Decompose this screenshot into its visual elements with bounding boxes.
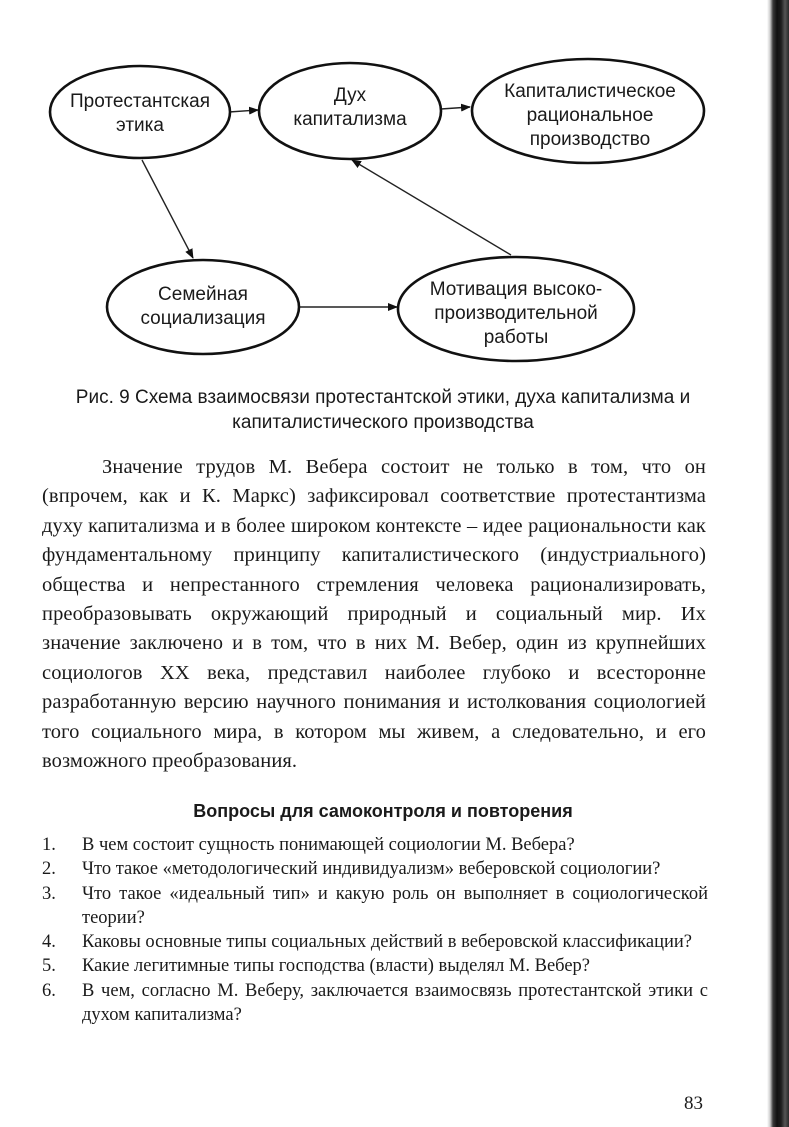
node-family-socialization [107,260,299,354]
node-label-line: этика [116,115,164,136]
question-item [42,833,708,857]
figure-caption: Рис. 9 Схема взаимосвязи протестантской этики, духа капитализма и капиталистического производства [75,387,691,433]
question-number: 4. [42,932,56,953]
node-label-line: капитализма [293,109,407,130]
node-work-motivation [398,257,634,361]
arrow-ethic-to-spirit [229,110,258,112]
questions-heading: Вопросы для самоконтроля и повторения [193,801,573,821]
node-label-line: производство [529,129,651,150]
question-number: 6. [42,980,56,1001]
node-label-line: производительной [434,303,598,324]
node-label-line: социализация [140,308,266,329]
node-label-line: Мотивация высоко- [429,279,603,300]
question-text: Что такое «идеальный тип» и какую роль он выполняет в социологической теории? [82,883,708,928]
node-label-line: рациональное [526,105,654,126]
question-item [42,979,708,1028]
question-item [42,954,708,978]
question-number: 2. [42,859,56,880]
questions-list [42,833,708,1027]
arrow-ethic-to-socialization [142,160,193,258]
question-text: В чем состоит сущность понимающей социологии М. Вебера? [82,835,575,855]
node-capitalist-production [472,59,704,163]
question-item [42,882,708,931]
question-number: 1. [42,835,56,855]
arrow-motivation-to-spirit [352,160,511,255]
question-text: Каковы основные типы социальных действий в веберовской классификации? [82,932,693,953]
node-label-line: Семейная [158,284,248,305]
node-label-line: Протестантская [69,91,211,112]
question-text: Какие легитимные типы господства (власти) выделял М. Вебер? [82,956,591,977]
body-paragraph: Значение трудов М. Вебера состоит не только в том, что он (впрочем, как и К. Маркс) зафиксировал соответствие протестантизма духу капитализма и в более широком контексте – идее рациональности как фундаментальному принципу капиталистического (индустриального) общества и непрестанного стремления человека рационализировать, преобразовывать окружающий природный и социальный мир. Их значение заключено и в том, что в них М. Вебер, один из крупнейших социологов XX века, представил наиболее глубоко и всесторонне разработанную версию научного понимания и истолкования социологией того социального мира, в котором мы живем, а следовательно, и его возможного преобразования. [42,456,706,773]
node-label-line: Дух [333,85,367,106]
node-label-line: Капиталистическое [504,81,676,102]
question-number: 3. [42,883,56,904]
page-number: 83 [684,1093,703,1114]
arrow-spirit-to-production [441,107,470,109]
node-label-line: работы [483,327,549,348]
node-protestant-ethic [50,66,230,158]
question-text: В чем, согласно М. Веберу, заключается взаимосвязь протестантской этики с духом капитализма? [82,980,708,1026]
question-item [42,930,708,954]
question-number: 5. [42,956,56,977]
question-item [42,857,708,881]
question-text: Что такое «методологический индивидуализм» веберовской социологии? [82,859,661,880]
relationship-diagram [0,0,789,380]
node-spirit-of-capitalism [259,63,441,159]
